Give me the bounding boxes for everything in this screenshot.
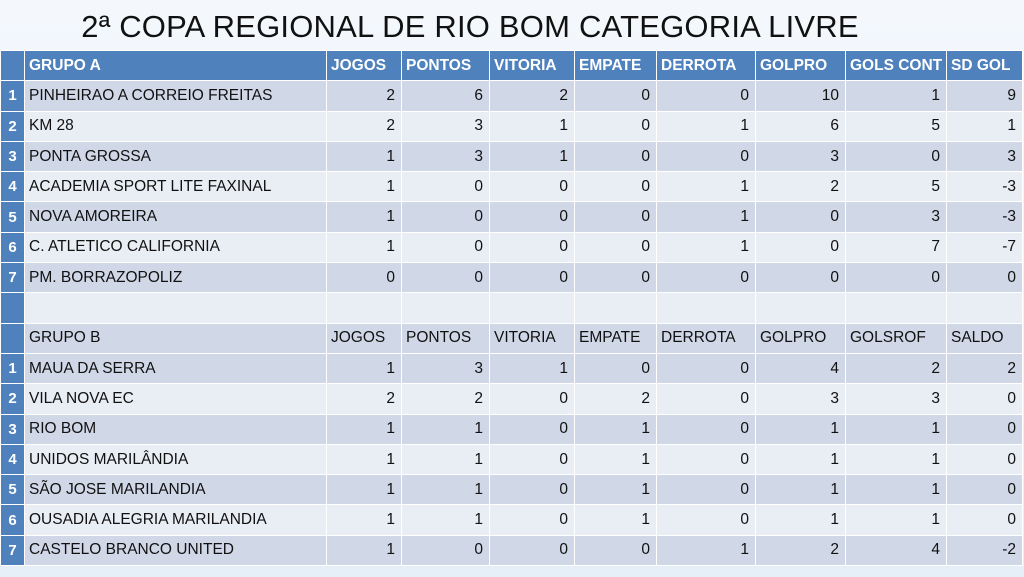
stat-cell: 0 (575, 202, 657, 232)
stat-cell: 2 (846, 353, 947, 383)
rank-cell: 2 (1, 384, 25, 414)
stat-cell: 0 (490, 263, 575, 293)
stat-cell: 0 (947, 475, 1023, 505)
stat-cell: 7 (846, 232, 947, 262)
stat-cell: 1 (756, 505, 846, 535)
stat-cell: 1 (575, 444, 657, 474)
stat-cell: 0 (756, 202, 846, 232)
stat-cell: 1 (327, 535, 402, 565)
rank-cell: 3 (1, 141, 25, 171)
stat-cell: 2 (402, 384, 490, 414)
stat-cell: 0 (490, 535, 575, 565)
stat-cell: 0 (657, 384, 756, 414)
empty-cell (756, 293, 846, 323)
table-row (1, 111, 1023, 141)
stat-cell: 1 (657, 111, 756, 141)
stat-cell: 0 (575, 263, 657, 293)
stat-cell: 0 (490, 384, 575, 414)
stat-cell: 5 (846, 111, 947, 141)
stat-cell: 0 (575, 535, 657, 565)
stat-cell: 2 (756, 535, 846, 565)
column-header: GOLS CONT (846, 51, 947, 81)
stat-cell: 1 (327, 141, 402, 171)
stat-cell: 0 (402, 172, 490, 202)
column-header: PONTOS (402, 323, 490, 353)
stat-cell: 1 (846, 475, 947, 505)
stat-cell: 0 (756, 263, 846, 293)
stat-cell: 9 (947, 81, 1023, 111)
stat-cell: 0 (947, 263, 1023, 293)
stat-cell: 0 (490, 202, 575, 232)
rank-cell: 1 (1, 353, 25, 383)
table-row (1, 475, 1023, 505)
stat-cell: 0 (657, 263, 756, 293)
column-header: JOGOS (327, 51, 402, 81)
stat-cell: 1 (575, 475, 657, 505)
stat-cell: 1 (327, 414, 402, 444)
column-header: JOGOS (327, 323, 402, 353)
stat-cell: 6 (402, 81, 490, 111)
spacer-row (1, 293, 1023, 323)
stat-cell: 1 (657, 172, 756, 202)
stat-cell: 3 (846, 384, 947, 414)
stat-cell: 0 (402, 232, 490, 262)
stat-cell: 0 (947, 444, 1023, 474)
stat-cell: 0 (327, 263, 402, 293)
rank-cell: 5 (1, 475, 25, 505)
group-title: GRUPO B (25, 323, 327, 353)
empty-cell (846, 293, 947, 323)
column-header: PONTOS (402, 51, 490, 81)
stat-cell: 1 (402, 444, 490, 474)
stat-cell: 0 (490, 172, 575, 202)
page-title: 2ª COPA REGIONAL DE RIO BOM CATEGORIA LIVRE (81, 9, 859, 44)
stat-cell: 0 (402, 263, 490, 293)
stat-cell: 3 (947, 141, 1023, 171)
stat-cell: 3 (402, 141, 490, 171)
stat-cell: 0 (402, 202, 490, 232)
stat-cell: 2 (490, 81, 575, 111)
stat-cell: 0 (490, 232, 575, 262)
stat-cell: 1 (327, 172, 402, 202)
rank-cell: 3 (1, 414, 25, 444)
team-name: UNIDOS MARILÂNDIA (25, 444, 327, 474)
rank-cell: 2 (1, 111, 25, 141)
table-row (1, 81, 1023, 111)
team-name: PONTA GROSSA (25, 141, 327, 171)
column-header: VITORIA (490, 323, 575, 353)
stat-cell: 3 (402, 111, 490, 141)
stat-cell: 1 (947, 111, 1023, 141)
stat-cell: 2 (947, 353, 1023, 383)
table-row (1, 232, 1023, 262)
stat-cell: 1 (327, 202, 402, 232)
stat-cell: 0 (657, 444, 756, 474)
stat-cell: -2 (947, 535, 1023, 565)
stat-cell: 0 (657, 81, 756, 111)
stat-cell: 4 (756, 353, 846, 383)
stat-cell: 2 (575, 384, 657, 414)
rank-cell: 1 (1, 81, 25, 111)
stat-cell: 1 (756, 414, 846, 444)
table-row (1, 353, 1023, 383)
stat-cell: 10 (756, 81, 846, 111)
stat-cell: 0 (657, 475, 756, 505)
stat-cell: 0 (490, 475, 575, 505)
column-header: DERROTA (657, 51, 756, 81)
group-title: GRUPO A (25, 51, 327, 81)
column-header: EMPATE (575, 51, 657, 81)
stat-cell: 3 (756, 384, 846, 414)
stat-cell: 0 (947, 505, 1023, 535)
team-name: MAUA DA SERRA (25, 353, 327, 383)
team-name: SÃO JOSE MARILANDIA (25, 475, 327, 505)
stat-cell: 1 (575, 505, 657, 535)
column-header: DERROTA (657, 323, 756, 353)
standings-table (0, 50, 1023, 566)
column-header: EMPATE (575, 323, 657, 353)
stat-cell: 1 (756, 475, 846, 505)
stat-cell: 0 (657, 353, 756, 383)
table-row (1, 535, 1023, 565)
stat-cell: 3 (756, 141, 846, 171)
stat-cell: 1 (657, 535, 756, 565)
table-row (1, 444, 1023, 474)
group-b-header-row (1, 323, 1023, 353)
column-header: SD GOL (947, 51, 1023, 81)
stat-cell: 1 (490, 111, 575, 141)
stat-cell: 2 (327, 81, 402, 111)
table-row (1, 505, 1023, 535)
table-row (1, 202, 1023, 232)
team-name: CASTELO BRANCO UNITED (25, 535, 327, 565)
column-header: SALDO (947, 323, 1023, 353)
stat-cell: 0 (657, 505, 756, 535)
stat-cell: 0 (846, 141, 947, 171)
stat-cell: -3 (947, 172, 1023, 202)
stat-cell: 1 (846, 81, 947, 111)
stat-cell: 0 (657, 414, 756, 444)
team-name: KM 28 (25, 111, 327, 141)
column-header: GOLPRO (756, 323, 846, 353)
stat-cell: 3 (846, 202, 947, 232)
stat-cell: 0 (575, 141, 657, 171)
table-row (1, 263, 1023, 293)
rank-cell: 5 (1, 202, 25, 232)
stat-cell: 0 (947, 414, 1023, 444)
stat-cell: 1 (327, 353, 402, 383)
stat-cell: 0 (575, 81, 657, 111)
stat-cell: 0 (846, 263, 947, 293)
table-row (1, 172, 1023, 202)
table-row (1, 141, 1023, 171)
empty-cell (327, 293, 402, 323)
rank-cell: 4 (1, 444, 25, 474)
column-header: GOLSROF (846, 323, 947, 353)
index-cell-blank (1, 51, 25, 81)
empty-cell (490, 293, 575, 323)
stat-cell: 0 (575, 232, 657, 262)
team-name: OUSADIA ALEGRIA MARILANDIA (25, 505, 327, 535)
stat-cell: 5 (846, 172, 947, 202)
stat-cell: 2 (756, 172, 846, 202)
stat-cell: 6 (756, 111, 846, 141)
column-header: GOLPRO (756, 51, 846, 81)
stat-cell: 0 (575, 111, 657, 141)
empty-cell (25, 293, 327, 323)
table-row (1, 384, 1023, 414)
team-name: PINHEIRAO A CORREIO FREITAS (25, 81, 327, 111)
stat-cell: 1 (657, 232, 756, 262)
stat-cell: -3 (947, 202, 1023, 232)
index-cell-blank (1, 323, 25, 353)
team-name: PM. BORRAZOPOLIZ (25, 263, 327, 293)
empty-cell (1, 293, 25, 323)
stat-cell: 1 (327, 232, 402, 262)
stat-cell: 1 (402, 414, 490, 444)
stat-cell: -7 (947, 232, 1023, 262)
stat-cell: 1 (575, 414, 657, 444)
rank-cell: 7 (1, 535, 25, 565)
stat-cell: 1 (756, 444, 846, 474)
stat-cell: 4 (846, 535, 947, 565)
group-a-header-row (1, 51, 1023, 81)
stat-cell: 1 (846, 505, 947, 535)
stat-cell: 1 (402, 475, 490, 505)
stat-cell: 0 (402, 535, 490, 565)
stat-cell: 1 (402, 505, 490, 535)
stat-cell: 0 (947, 384, 1023, 414)
stat-cell: 1 (846, 444, 947, 474)
stat-cell: 0 (756, 232, 846, 262)
stat-cell: 2 (327, 111, 402, 141)
stat-cell: 1 (327, 444, 402, 474)
team-name: NOVA AMOREIRA (25, 202, 327, 232)
rank-cell: 7 (1, 263, 25, 293)
rank-cell: 4 (1, 172, 25, 202)
team-name: VILA NOVA EC (25, 384, 327, 414)
team-name: C. ATLETICO CALIFORNIA (25, 232, 327, 262)
column-header: VITORIA (490, 51, 575, 81)
stat-cell: 0 (490, 505, 575, 535)
stat-cell: 0 (490, 444, 575, 474)
team-name: RIO BOM (25, 414, 327, 444)
empty-cell (947, 293, 1023, 323)
stat-cell: 0 (575, 172, 657, 202)
stat-cell: 2 (327, 384, 402, 414)
stat-cell: 1 (846, 414, 947, 444)
empty-cell (657, 293, 756, 323)
stat-cell: 0 (657, 141, 756, 171)
empty-cell (402, 293, 490, 323)
stat-cell: 1 (490, 353, 575, 383)
stat-cell: 0 (575, 353, 657, 383)
stat-cell: 1 (657, 202, 756, 232)
team-name: ACADEMIA SPORT LITE FAXINAL (25, 172, 327, 202)
empty-cell (575, 293, 657, 323)
rank-cell: 6 (1, 232, 25, 262)
table-row (1, 414, 1023, 444)
stat-cell: 1 (327, 475, 402, 505)
stat-cell: 1 (327, 505, 402, 535)
stat-cell: 1 (490, 141, 575, 171)
rank-cell: 6 (1, 505, 25, 535)
stat-cell: 3 (402, 353, 490, 383)
stat-cell: 0 (490, 414, 575, 444)
